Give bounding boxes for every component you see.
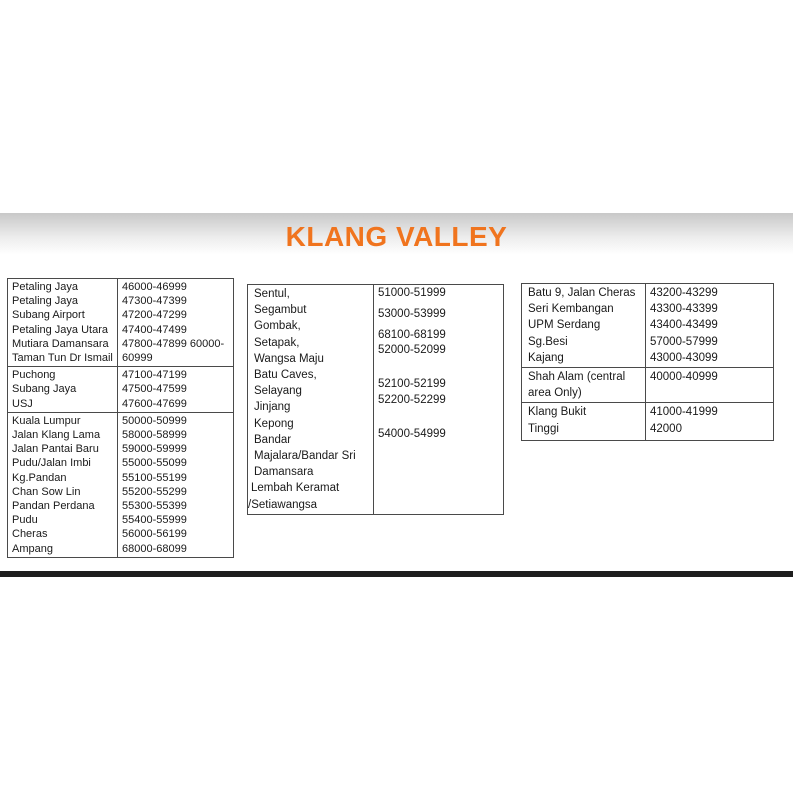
area-cell (248, 285, 374, 515)
area-cell (8, 367, 118, 413)
code-line: 68100-68199 (378, 329, 446, 341)
code-line: 47300-47399 (122, 295, 187, 308)
area-line: Kajang (528, 351, 564, 364)
code-line: 55400-55999 (122, 514, 187, 527)
area-line: Pudu/Jalan Imbi (12, 457, 91, 470)
area-line: Selayang (254, 385, 302, 398)
code-line: 40000-40999 (650, 371, 718, 384)
code-line: 47500-47599 (122, 383, 187, 396)
table-row (522, 403, 774, 440)
code-line: 57000-57999 (650, 335, 718, 348)
area-line: Pandan Perdana (12, 500, 95, 513)
area-line: Batu Caves, (254, 369, 317, 382)
table-row (522, 368, 774, 403)
code-cell (118, 367, 234, 413)
area-line: Kuala Lumpur (12, 414, 81, 427)
code-line: 56000-56199 (122, 528, 187, 541)
page-title: KLANG VALLEY (285, 221, 508, 252)
area-cell (8, 279, 118, 367)
code-line: 60999 (122, 352, 153, 365)
code-line: 58000-58999 (122, 429, 187, 442)
area-line: UPM Serdang (528, 319, 601, 332)
code-line: 43400-43499 (650, 319, 718, 332)
area-line: Mutiara Damansara (12, 337, 109, 350)
code-line: 43200-43299 (650, 287, 718, 299)
code-line: 55300-55399 (122, 500, 187, 513)
code-line: 53000-53999 (378, 308, 446, 320)
area-line: Puchong (12, 369, 56, 382)
divider-bar (0, 571, 793, 577)
area-line: Petaling Jaya (12, 295, 79, 308)
postcode-table-petaling-kl (7, 278, 234, 558)
table-row (8, 412, 234, 557)
code-line: 51000-51999 (378, 287, 446, 299)
area-line: Shah Alam (central (528, 371, 626, 384)
area-line: area Only) (528, 387, 582, 400)
code-cell (374, 285, 504, 515)
code-line: 54000-54999 (378, 428, 446, 440)
area-line: Majalara/Bandar Sri (254, 450, 356, 463)
code-cell (118, 279, 234, 367)
table-row (8, 367, 234, 413)
code-line: 55000-55099 (122, 457, 187, 470)
code-line: 46000-46999 (122, 281, 187, 293)
area-line: Jalan Pantai Baru (12, 443, 99, 456)
area-line: Subang Jaya (12, 383, 77, 396)
code-cell (646, 284, 774, 368)
code-line: 47400-47499 (122, 323, 187, 336)
area-line: Sentul, (254, 288, 290, 300)
area-line: Pudu (12, 514, 38, 527)
code-line: 59000-59999 (122, 443, 187, 456)
area-line: Jinjang (254, 401, 291, 414)
area-line: Petaling Jaya Utara (12, 323, 108, 336)
area-line: Jalan Klang Lama (12, 429, 101, 442)
area-line: Taman Tun Dr Ismail (12, 352, 113, 365)
code-line: 47600-47699 (122, 397, 187, 410)
code-line: 68000-68099 (122, 542, 187, 555)
code-line: 55200-55299 (122, 485, 187, 498)
area-line: Batu 9, Jalan Cheras (528, 287, 636, 299)
area-line: Chan Sow Lin (12, 485, 81, 498)
area-line: Ampang (12, 542, 53, 555)
code-line: 52100-52199 (378, 378, 446, 390)
table-row (248, 285, 504, 515)
area-cell (8, 412, 118, 557)
postcode-table-sentul-gombak (247, 284, 504, 515)
area-cell (522, 403, 646, 440)
postcode-table-cheras-shahalam (521, 283, 774, 441)
area-line: Setapak, (254, 336, 300, 349)
area-line: Bandar (254, 433, 292, 446)
area-line: Subang Airport (12, 309, 85, 322)
code-cell (118, 412, 234, 557)
area-cell (522, 284, 646, 368)
code-line: 43000-43099 (650, 351, 718, 364)
table-row (522, 284, 774, 368)
area-line: Cheras (12, 528, 48, 541)
area-line: Sg.Besi (528, 335, 568, 348)
code-line: 52200-52299 (378, 394, 446, 406)
area-line: Lembah Keramat (251, 482, 340, 495)
area-line: Petaling Jaya (12, 281, 79, 293)
code-line: 47100-47199 (122, 369, 187, 382)
code-cell (646, 368, 774, 403)
area-line: Tinggi (528, 422, 559, 435)
area-line: Kg.Pandan (12, 471, 67, 484)
area-line: Kepong (254, 417, 294, 430)
table-row (8, 279, 234, 367)
code-line: 42000 (650, 422, 682, 435)
area-line: /Setiawangsa (248, 498, 318, 511)
area-line: Segambut (254, 304, 307, 317)
code-line: 47800-47899 60000- (122, 337, 225, 350)
code-line: 43300-43399 (650, 303, 718, 316)
area-line: Seri Kembangan (528, 303, 614, 316)
code-line: 47200-47299 (122, 309, 187, 322)
area-line: Wangsa Maju (254, 352, 324, 365)
code-cell (646, 403, 774, 440)
area-line: Gombak, (254, 320, 301, 333)
code-line: 50000-50999 (122, 414, 187, 427)
area-cell (522, 368, 646, 403)
code-line: 41000-41999 (650, 406, 718, 419)
area-line: USJ (12, 397, 33, 410)
code-line: 55100-55199 (122, 471, 187, 484)
code-line: 52000-52099 (378, 344, 446, 356)
area-line: Damansara (254, 466, 314, 479)
area-line: Klang Bukit (528, 406, 587, 419)
